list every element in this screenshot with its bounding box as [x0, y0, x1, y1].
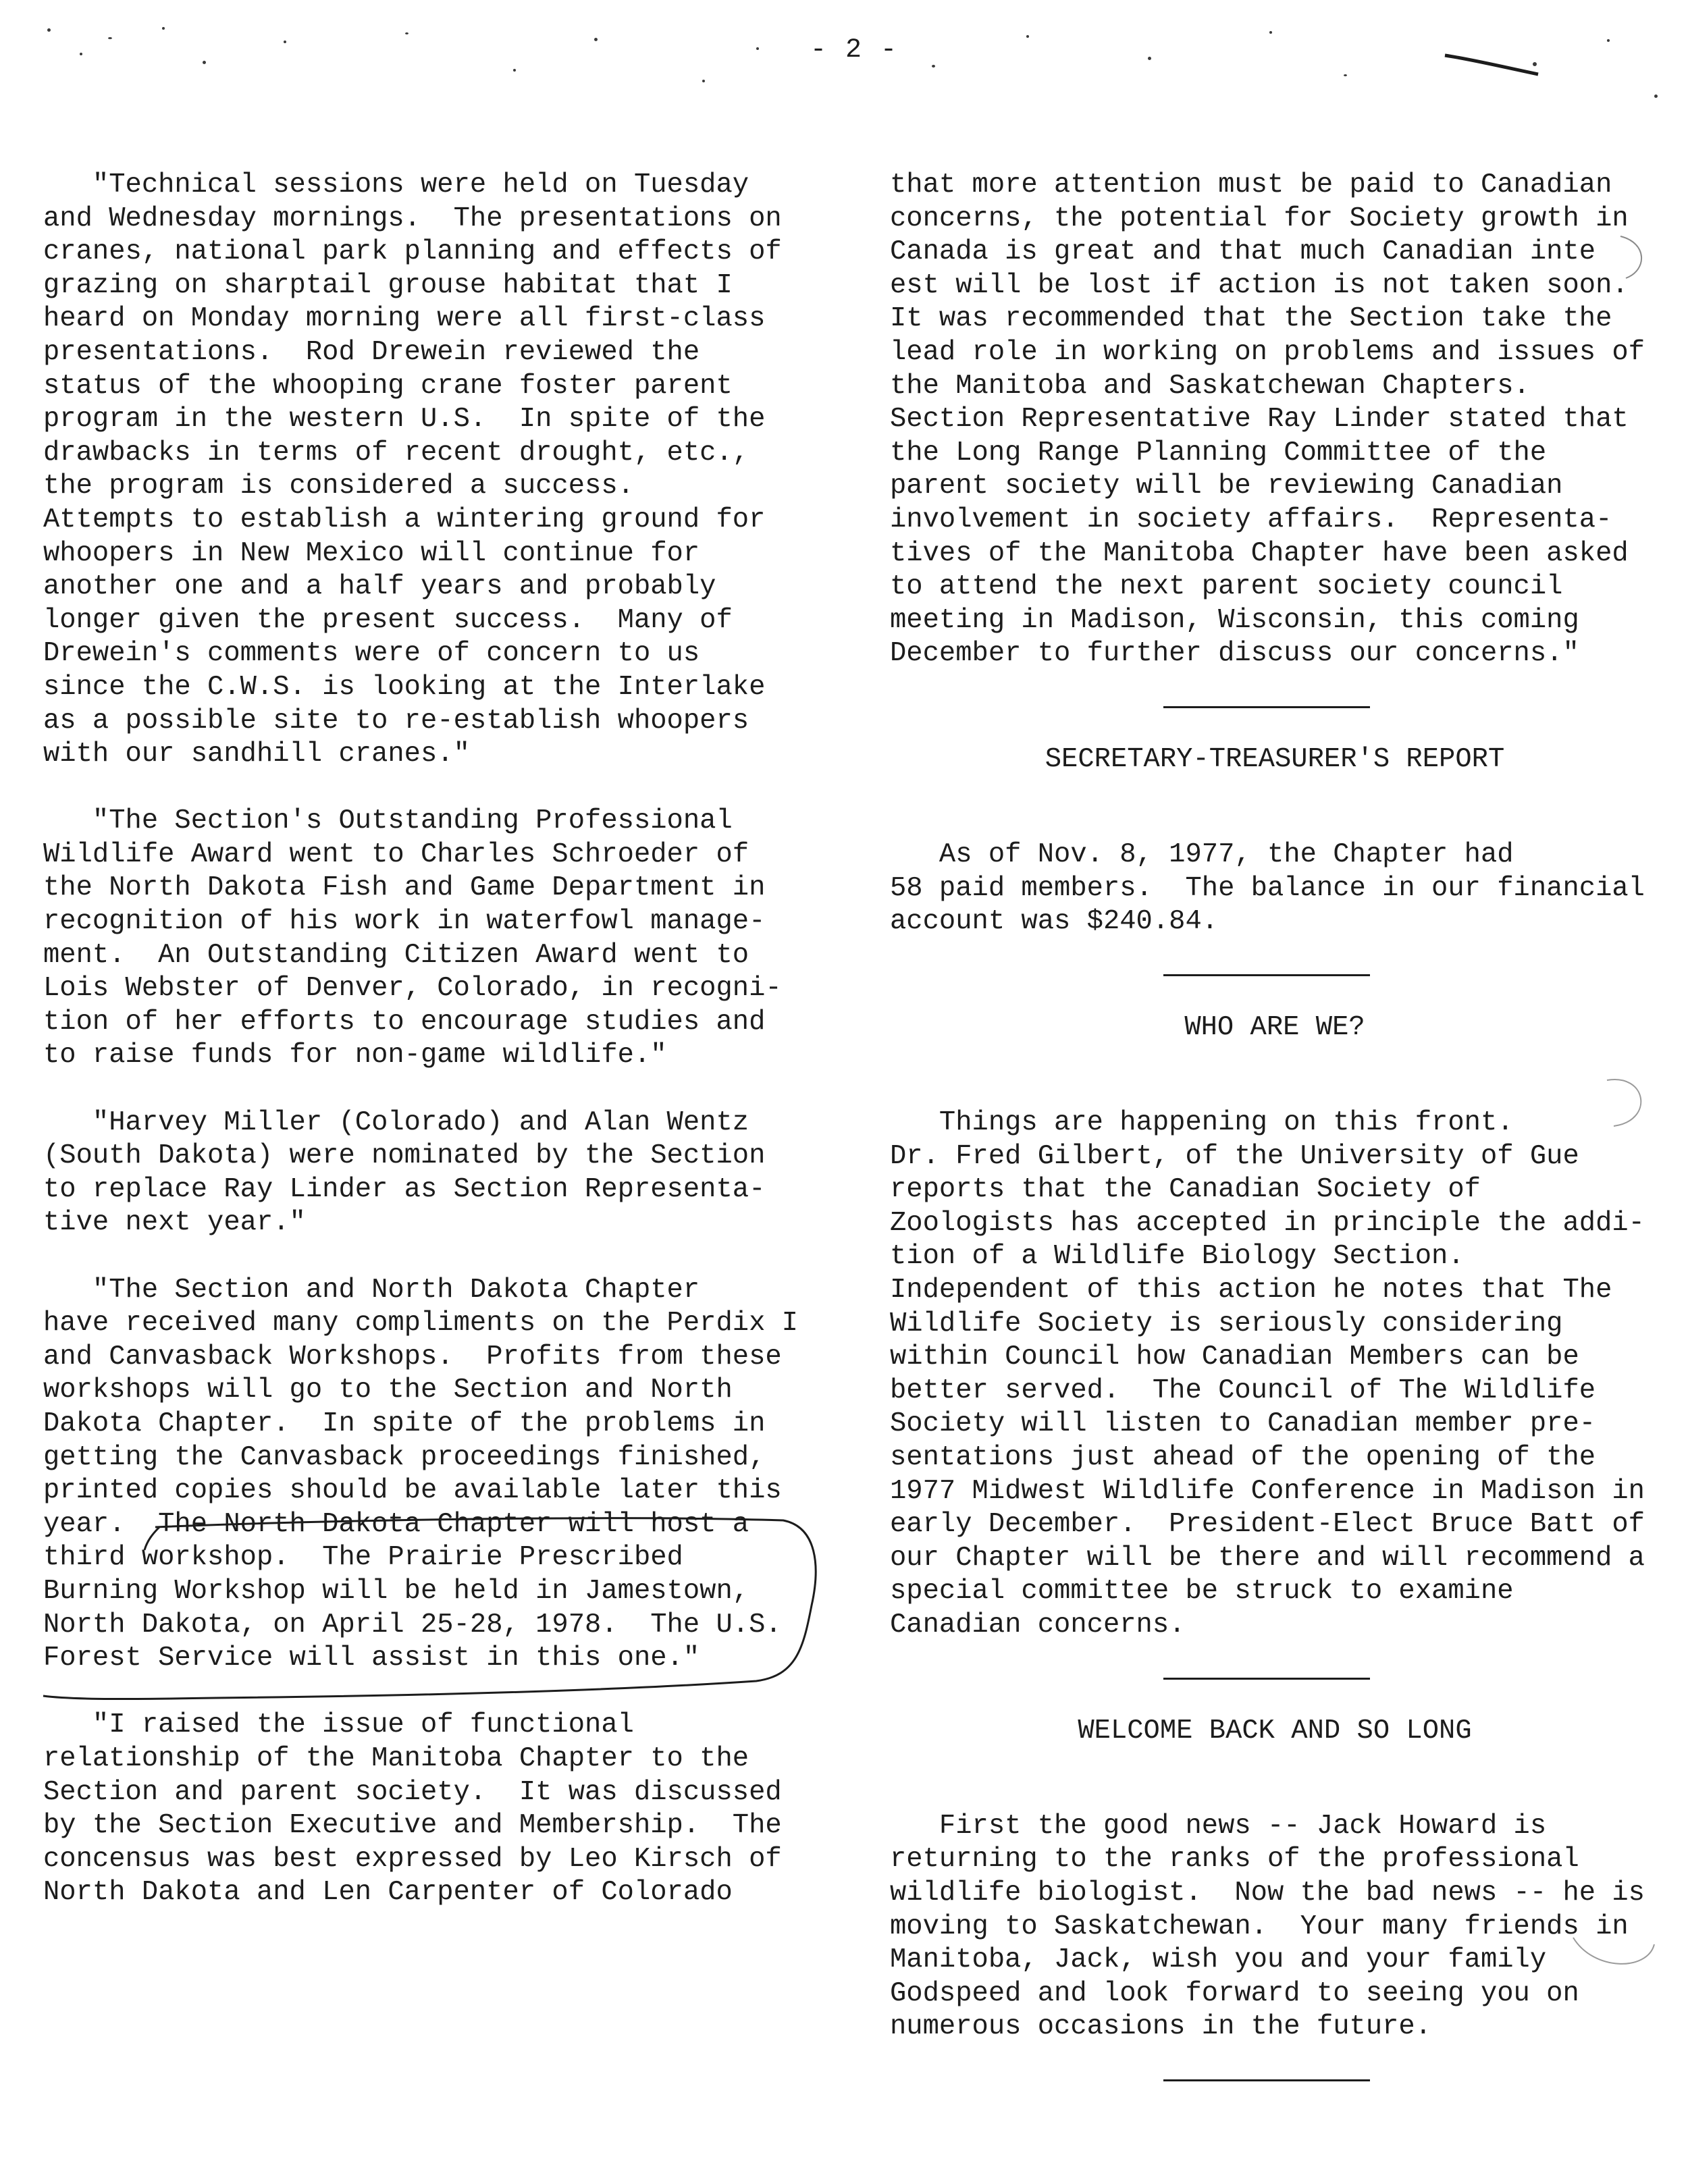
text-line: special committee be struck to examine: [890, 1576, 1514, 1607]
text-line: the Long Range Planning Committee of the: [890, 437, 1547, 469]
text-line: parent society will be reviewing Canadian: [890, 471, 1563, 502]
text-line: Section Representative Ray Linder stated that: [890, 404, 1629, 435]
text-line: numerous occasions in the future.: [890, 2011, 1432, 2043]
text-line: (South Dakota) were nominated by the Section: [43, 1140, 766, 1172]
text-line: North Dakota, on April 25-28, 1978. The U.S.: [43, 1609, 782, 1641]
left-column: [43, 169, 813, 1910]
text-line: tion of her efforts to encourage studies and: [43, 1006, 766, 1038]
text-line: workshops will go to the Section and North: [43, 1375, 733, 1406]
text-line: Attempts to establish a wintering ground for: [43, 504, 766, 535]
text-line: "Technical sessions were held on Tuesday: [43, 169, 749, 201]
text-line: presentations. Rod Drewein reviewed the: [43, 336, 700, 368]
right-column: [890, 169, 1660, 2081]
text-line: tives of the Manitoba Chapter have been asked: [890, 537, 1629, 569]
text-line: have received many compliments on the Perdix I: [43, 1308, 798, 1339]
text-line: recognition of his work in waterfowl manage-: [43, 906, 766, 938]
text-line: whoopers in New Mexico will continue for: [43, 537, 700, 569]
text-line: involvement in society affairs. Representa-: [890, 504, 1612, 535]
paragraph-secretary-treasurer: [890, 838, 1660, 939]
text-line: "Harvey Miller (Colorado) and Alan Wentz: [43, 1107, 749, 1138]
text-line: by the Section Executive and Membership. The: [43, 1810, 782, 1842]
text-line: Manitoba, Jack, wish you and your family: [890, 1944, 1547, 1976]
heading-welcome-back: WELCOME BACK AND SO LONG: [1078, 1715, 1472, 1747]
text-line: account was $240.84.: [890, 906, 1219, 938]
text-line: Canada is great and that much Canadian inte: [890, 236, 1596, 268]
text-line: Canadian concerns.: [890, 1609, 1186, 1641]
text-line: First the good news -- Jack Howard is: [890, 1810, 1547, 1842]
text-line: our Chapter will be there and will recommend a: [890, 1542, 1645, 1574]
text-line: Lois Webster of Denver, Colorado, in recogni-: [43, 973, 782, 1005]
text-line: Dr. Fred Gilbert, of the University of Gue: [890, 1140, 1579, 1172]
text-line: the North Dakota Fish and Game Department in: [43, 872, 766, 904]
text-line: better served. The Council of The Wildlife: [890, 1375, 1596, 1406]
text-line: It was recommended that the Section take the: [890, 303, 1612, 335]
text-line: as a possible site to re-establish whoopers: [43, 705, 749, 737]
text-line: wildlife biologist. Now the bad news -- he is: [890, 1877, 1645, 1909]
text-line: concensus was best expressed by Leo Kirsch of: [43, 1843, 782, 1875]
text-line: grazing on sharptail grouse habitat that I: [43, 269, 733, 301]
text-line: 1977 Midwest Wildlife Conference in Madison in: [890, 1475, 1645, 1507]
text-line: relationship of the Manitoba Chapter to the: [43, 1742, 749, 1774]
text-line: to raise funds for non-game wildlife.": [43, 1040, 667, 1071]
text-line: tion of a Wildlife Biology Section.: [890, 1241, 1465, 1273]
text-line: "The Section and North Dakota Chapter: [43, 1274, 700, 1306]
text-line: to replace Ray Linder as Section Representa-: [43, 1173, 766, 1205]
paragraph-continuation: [890, 169, 1660, 671]
text-line: Things are happening on this front.: [890, 1107, 1514, 1139]
heading-who-are-we: WHO ARE WE?: [1184, 1011, 1365, 1043]
text-line: Independent of this action he notes that The: [890, 1275, 1612, 1306]
text-line: third workshop. The Prairie Prescribed: [43, 1542, 683, 1574]
text-line: Section and parent society. It was discussed: [43, 1776, 782, 1808]
section-divider: [1163, 2079, 1370, 2081]
text-line: getting the Canvasback proceedings finished,: [43, 1441, 766, 1473]
paragraph-technical-sessions: [43, 169, 813, 772]
paragraph-nominations: [43, 1107, 813, 1240]
text-line: with our sandhill cranes.": [43, 739, 470, 770]
paragraph-welcome-back: [890, 1810, 1660, 2044]
text-line: Wildlife Society is seriously considering: [890, 1308, 1563, 1339]
paragraph-functional-relationship: [43, 1709, 813, 1910]
text-line: early December. President-Elect Bruce Batt of: [890, 1509, 1645, 1541]
text-line: heard on Monday morning were all first-class: [43, 303, 766, 335]
text-line: concerns, the potential for Society growth in: [890, 203, 1629, 234]
text-line: est will be lost if action is not taken soon.: [890, 269, 1629, 301]
text-line: within Council how Canadian Members can be: [890, 1341, 1579, 1373]
paragraph-awards: [43, 805, 813, 1073]
text-line: Wildlife Award went to Charles Schroeder of: [43, 838, 749, 870]
text-line: ment. An Outstanding Citizen Award went to: [43, 939, 749, 971]
text-line: the Manitoba and Saskatchewan Chapters.: [890, 370, 1530, 402]
paragraph-who-are-we: [890, 1107, 1660, 1643]
text-line: Burning Workshop will be held in Jamestown,: [43, 1575, 749, 1607]
text-line: meeting in Madison, Wisconsin, this coming: [890, 604, 1579, 636]
text-line: program in the western U.S. In spite of the: [43, 404, 766, 435]
text-line: returning to the ranks of the professional: [890, 1844, 1579, 1875]
text-line: Drewein's comments were of concern to us: [43, 638, 700, 670]
text-line: year. The North Dakota Chapter will host a: [43, 1508, 749, 1540]
text-line: status of the whooping crane foster parent: [43, 370, 733, 402]
text-line: North Dakota and Len Carpenter of Colorado: [43, 1877, 733, 1909]
text-line: longer given the present success. Many of: [43, 604, 733, 636]
text-line: Dakota Chapter. In spite of the problems in: [43, 1408, 766, 1439]
text-line: that more attention must be paid to Canadian: [890, 169, 1612, 201]
text-line: "I raised the issue of functional: [43, 1709, 634, 1741]
text-line: reports that the Canadian Society of: [890, 1174, 1481, 1206]
text-line: December to further discuss our concerns.": [890, 638, 1579, 670]
text-line: sentations just ahead of the opening of the: [890, 1442, 1596, 1473]
text-line: tive next year.": [43, 1207, 306, 1239]
text-line: Forest Service will assist in this one.": [43, 1643, 700, 1674]
heading-secretary-treasurer: SECRETARY-TREASURER'S REPORT: [1045, 743, 1505, 775]
text-line: another one and a half years and probably: [43, 571, 716, 603]
text-line: "The Section's Outstanding Professional: [43, 805, 733, 837]
paragraph-workshops: [43, 1274, 813, 1676]
text-line: Godspeed and look forward to seeing you on: [890, 1977, 1579, 2009]
text-line: As of Nov. 8, 1977, the Chapter had: [890, 839, 1514, 871]
text-line: printed copies should be available later this: [43, 1475, 782, 1507]
text-line: Zoologists has accepted in principle the addi-: [890, 1207, 1645, 1239]
text-line: drawbacks in terms of recent drought, etc.,: [43, 437, 749, 469]
text-line: lead role in working on problems and issues of: [890, 336, 1645, 368]
text-line: since the C.W.S. is looking at the Interlake: [43, 671, 766, 703]
page-number: - 2 -: [810, 35, 899, 65]
text-line: Society will listen to Canadian member pre-: [890, 1408, 1596, 1440]
text-line: the program is considered a success.: [43, 471, 634, 502]
text-line: and Canvasback Workshops. Profits from these: [43, 1341, 782, 1373]
text-line: to attend the next parent society council: [890, 571, 1563, 603]
text-line: cranes, national park planning and effects of: [43, 236, 782, 268]
text-line: and Wednesday mornings. The presentations on: [43, 203, 782, 234]
text-line: 58 paid members. The balance in our financial: [890, 872, 1645, 904]
text-line: moving to Saskatchewan. Your many friends in: [890, 1911, 1629, 1942]
